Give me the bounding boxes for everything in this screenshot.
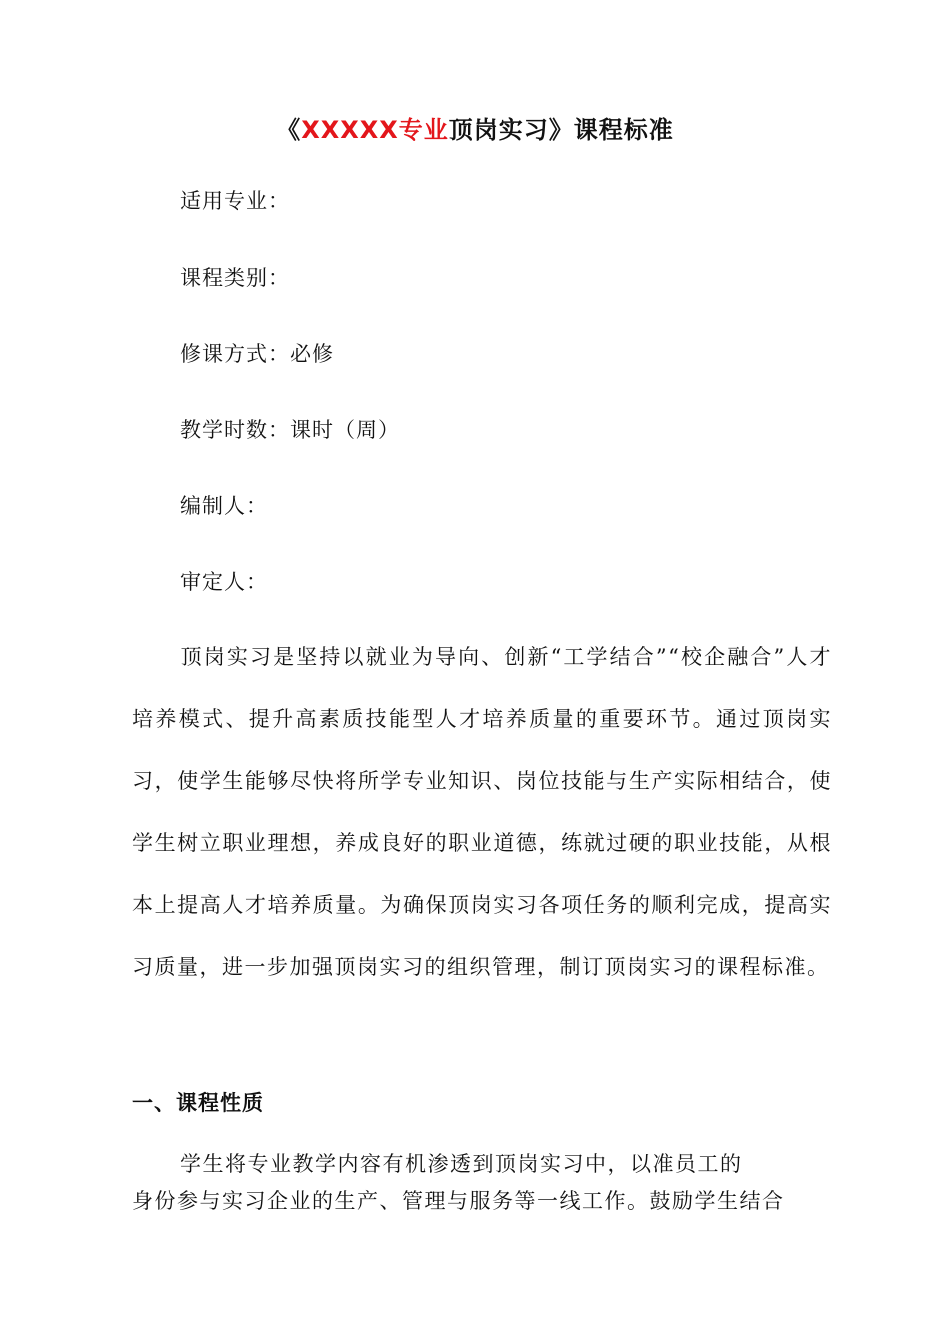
title-major-placeholder: XXXXX专业	[301, 116, 449, 144]
title-open-bracket: 《	[276, 116, 302, 144]
meta-course-category: 课程类别：	[180, 266, 290, 290]
intro-paragraph-text: 顶岗实习是坚持以就业为导向、创新“工学结合”“校企融合”人才培养模式、提升高素质技能型人才培养质量的重要环节。通过顶岗实习，使学生能够尽快将所学专业知识、岗位技能与生产实际相结合，使学生树立职业理想，养成良好的职业道德，练就过硬的职业技能，从根本上提高人才培养质量。为确保顶岗实习各项任务的顺利完成，提高实习质量，进一步加强顶岗实习的组织管理，制订顶岗实习的课程标准。	[132, 645, 832, 979]
meta-applicable-major: 适用专业：	[180, 189, 290, 213]
meta-compiler: 编制人：	[180, 494, 268, 518]
title-rest: 顶岗实习》课程标准	[448, 116, 674, 144]
meta-teaching-hours: 教学时数：课时（周）	[180, 418, 400, 442]
meta-course-mode: 修课方式：必修	[180, 342, 334, 366]
section-heading-course-nature: 一、课程性质	[132, 1091, 264, 1115]
section1-line-2: 身份参与实习企业的生产、管理与服务等一线工作。鼓励学生结合	[132, 1189, 785, 1213]
section1-line-1: 学生将专业教学内容有机渗透到顶岗实习中，以准员工的	[180, 1152, 743, 1176]
intro-paragraph	[132, 626, 832, 998]
document-title	[0, 110, 950, 145]
meta-reviewer: 审定人：	[180, 570, 268, 594]
